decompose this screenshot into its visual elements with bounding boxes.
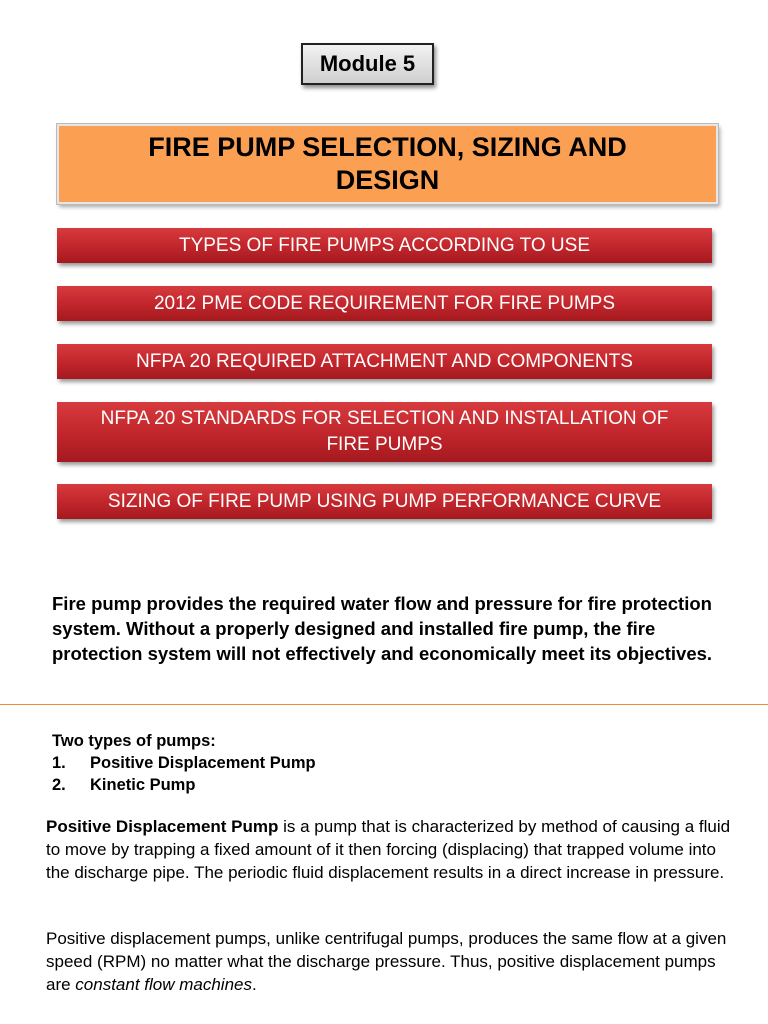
module-label: Module 5	[301, 43, 434, 85]
pump-types-heading: Two types of pumps:	[52, 732, 216, 750]
comparison-end: .	[252, 975, 257, 994]
list-label: Kinetic Pump	[90, 776, 196, 794]
comparison-emphasis: constant flow machines	[75, 975, 252, 994]
topic-bar-5: SIZING OF FIRE PUMP USING PUMP PERFORMANCE CURVE	[57, 484, 712, 519]
topic-bar-1: TYPES OF FIRE PUMPS ACCORDING TO USE	[57, 228, 712, 263]
definition-text: is a pump that is characterized by method of causing a fluid to move by trapping a fixed amount of it then forcing (displacing) that trapped volume into the discharge pipe. The periodic fluid displacement results in a direct increase in pressure.	[46, 817, 731, 882]
comparison-text: Positive displacement pumps, unlike centrifugal pumps, produces the same flow at a given speed (RPM) no matter what the discharge pressure. Thus, positive displacement pumps are	[46, 929, 727, 994]
topic-bar-4: NFPA 20 STANDARDS FOR SELECTION AND INSTALLATION OF FIRE PUMPS	[57, 402, 712, 462]
section-divider	[0, 704, 768, 705]
page-title: FIRE PUMP SELECTION, SIZING AND DESIGN	[57, 124, 718, 204]
definition-term: Positive Displacement Pump	[46, 817, 279, 836]
intro-paragraph: Fire pump provides the required water flow and pressure for fire protection system. Without a properly designed and installed fire pump, the fire protection system will not effectively and economically meet its objectives.	[52, 593, 713, 664]
list-label: Positive Displacement Pump	[90, 754, 316, 772]
topic-bar-2: 2012 PME CODE REQUIREMENT FOR FIRE PUMPS	[57, 286, 712, 321]
positive-displacement-definition	[46, 815, 736, 884]
topic-bar-3: NFPA 20 REQUIRED ATTACHMENT AND COMPONENTS	[57, 344, 712, 379]
positive-displacement-comparison	[46, 927, 736, 996]
pump-types-list	[52, 752, 316, 796]
list-item	[52, 774, 316, 796]
list-number: 2.	[52, 776, 66, 794]
list-number: 1.	[52, 754, 66, 772]
list-item	[52, 752, 316, 774]
